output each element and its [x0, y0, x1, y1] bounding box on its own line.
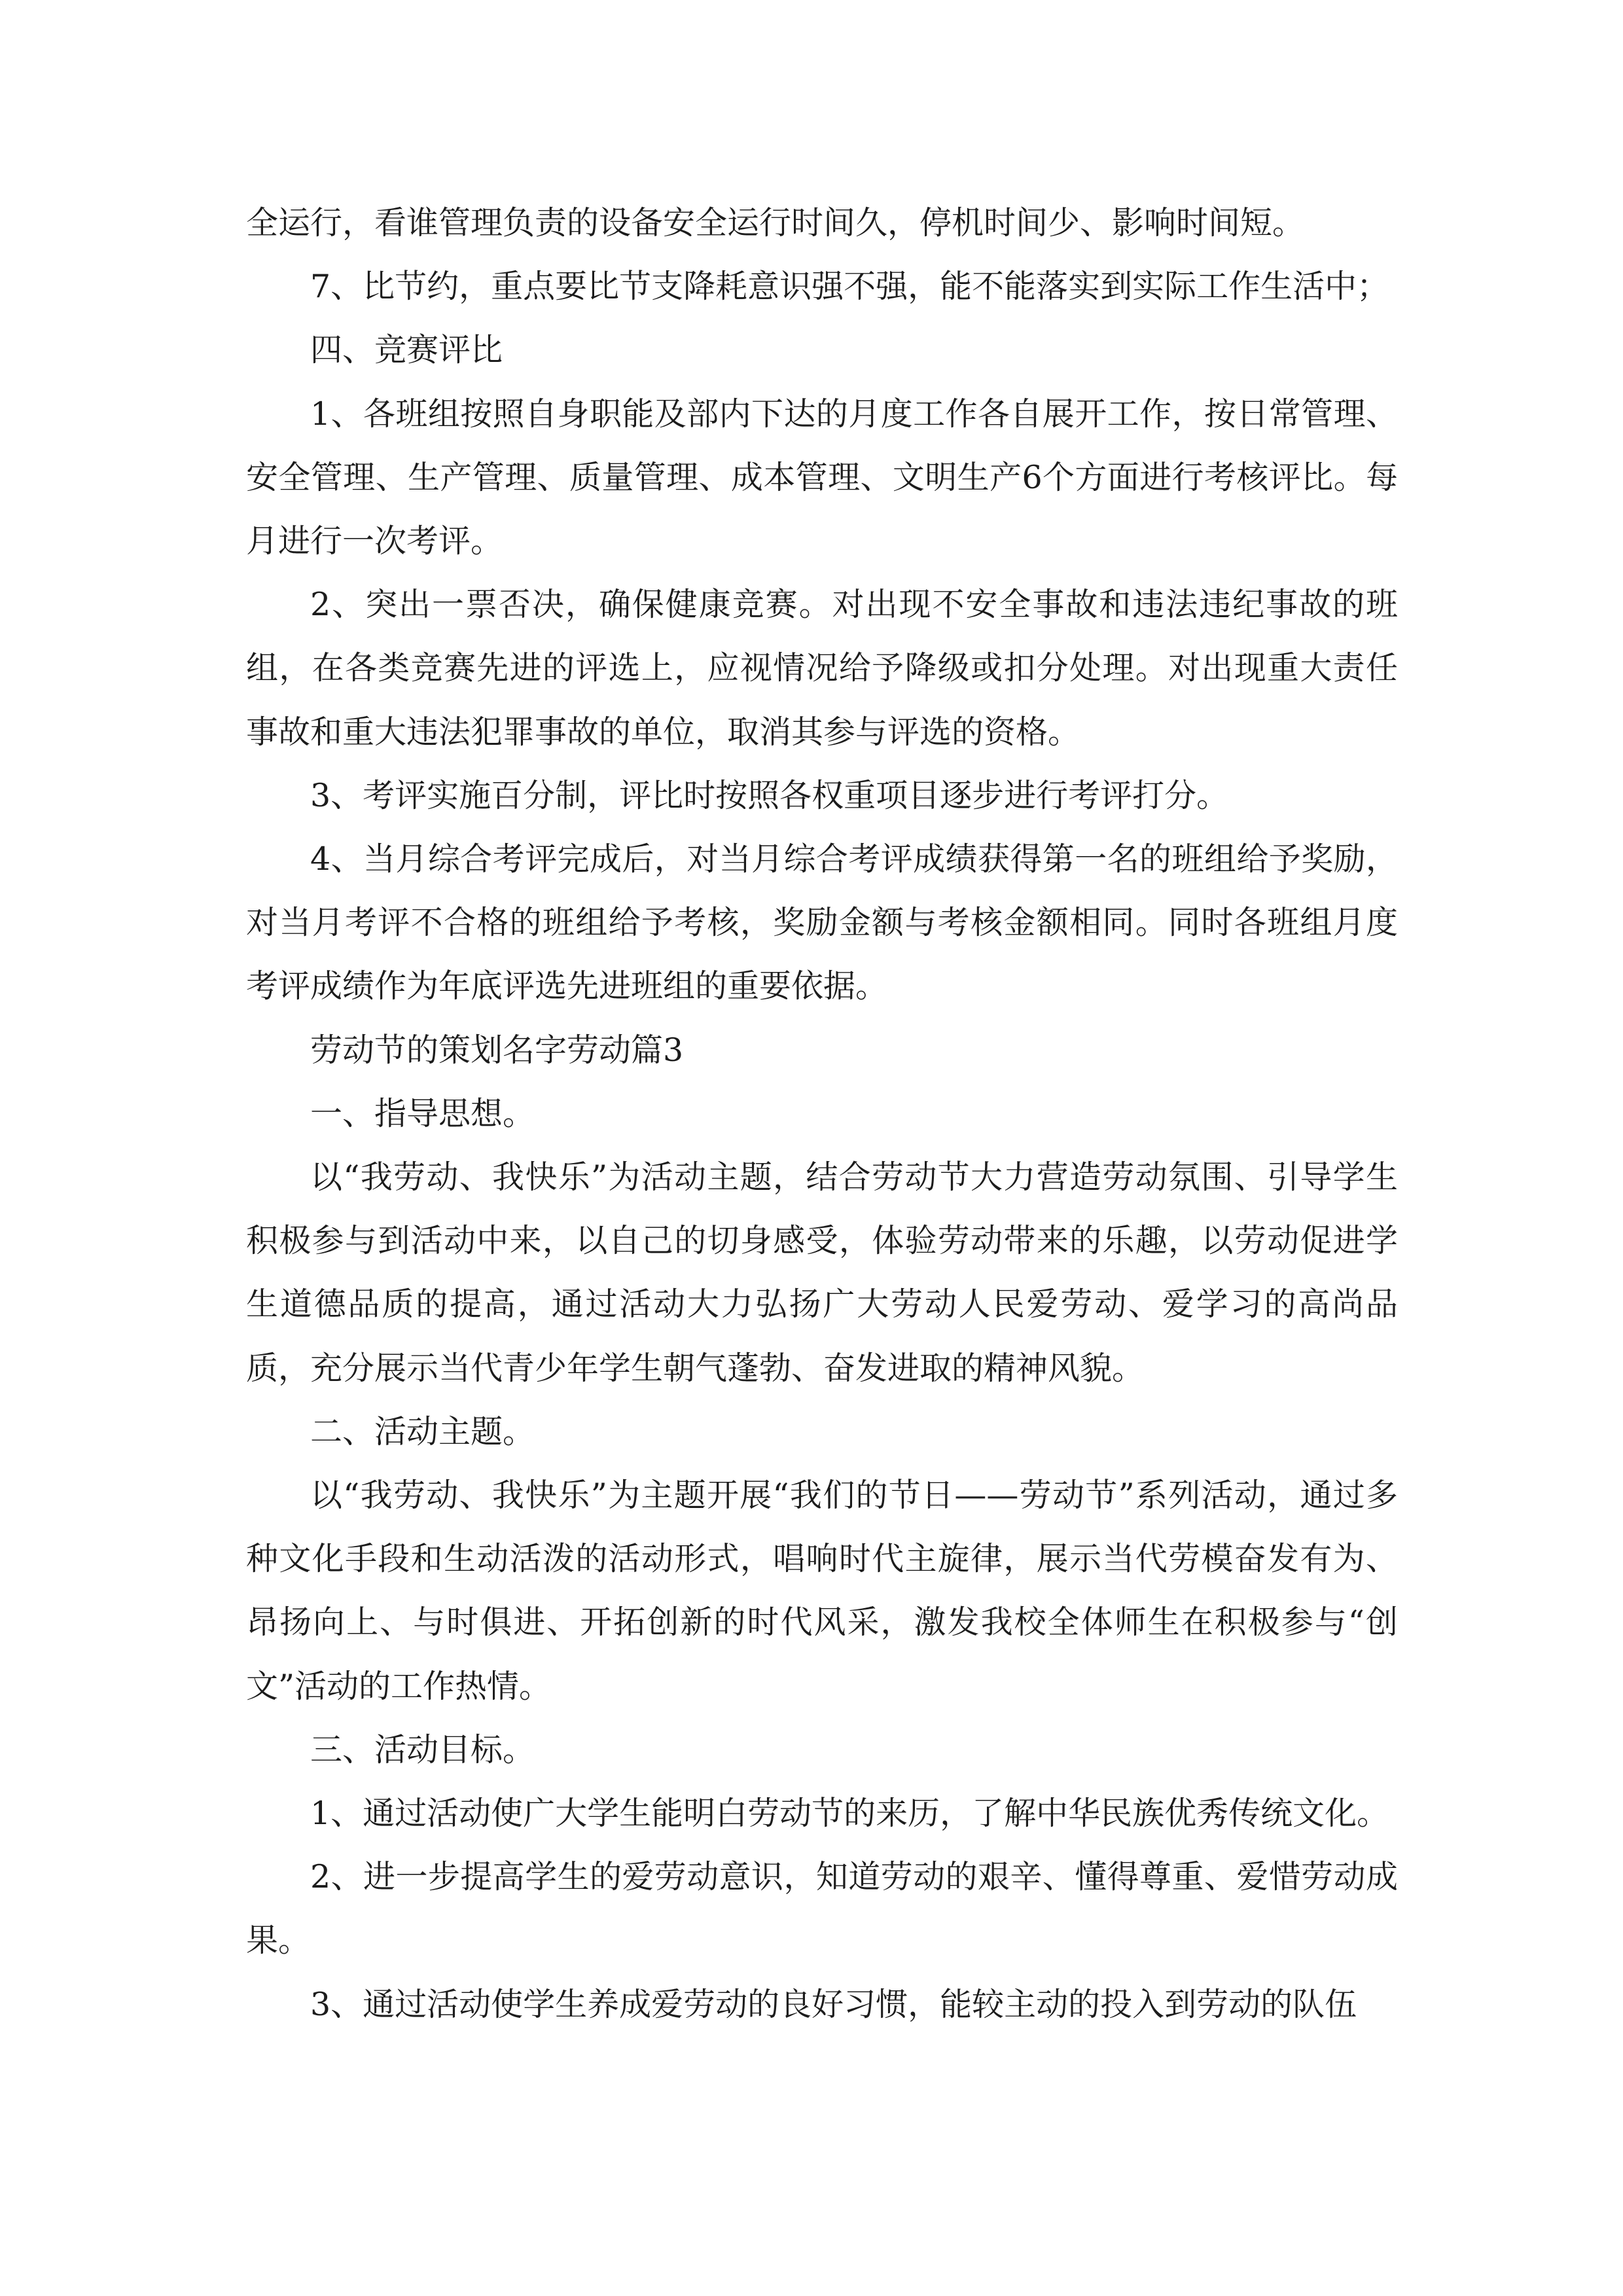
paragraph-2: 7、比节约，重点要比节支降耗意识强不强，能不能落实到实际工作生活中； [310, 268, 1389, 306]
paragraph-16: 3、通过活动使学生养成爱劳动的良好习惯，能较主动的投入到劳动的队伍 [310, 1985, 1357, 2023]
section-heading-3: 三、活动目标。 [310, 1731, 535, 1768]
paragraph-6: 3、考评实施百分制，评比时按照各权重项目逐步进行考评打分。 [310, 776, 1229, 814]
paragraph-4: 1、各班组按照自身职能及部内下达的月度工作各自展开工作，按日常管理、安全管理、生产管理、质量管理、成本管理、文明生产6个方面进行考核评比。每月进行一次考评。 [246, 395, 1398, 560]
paragraph-5: 2、突出一票否决，确保健康竞赛。对出现不安全事故和违法违纪事故的班组，在各类竞赛先进的评选上，应视情况给予降级或扣分处理。对出现重大责任事故和重大违法犯罪事故的单位，取消其参与评选的资格。 [246, 586, 1398, 751]
paragraph-1: 全运行，看谁管理负责的设备安全运行时间久，停机时间少、影响时间短。 [246, 204, 1305, 242]
document-body [246, 191, 1398, 2036]
section-heading-4: 四、竞赛评比 [310, 331, 503, 369]
section-heading-2: 二、活动主题。 [310, 1412, 535, 1450]
article-title: 劳动节的策划名字劳动篇3 [310, 1031, 684, 1069]
paragraph-14: 1、通过活动使广大学生能明白劳动节的来历，了解中华民族优秀传统文化。 [310, 1795, 1389, 1833]
paragraph-15: 2、进一步提高学生的爱劳动意识，知道劳动的艰辛、懂得尊重、爱惜劳动成果。 [246, 1858, 1398, 1960]
section-heading-1: 一、指导思想。 [310, 1094, 535, 1132]
paragraph-10: 以“我劳动、我快乐”为活动主题，结合劳动节大力营造劳动氛围、引导学生积极参与到活动中来，以自己的切身感受，体验劳动带来的乐趣，以劳动促进学生道德品质的提高，通过活动大力弘扬广大劳动人民爱劳动、爱学习的高尚品质，充分展示当代青少年学生朝气蓬勃、奋发进取的精神风貌。 [246, 1158, 1398, 1387]
paragraph-7: 4、当月综合考评完成后，对当月综合考评成绩获得第一名的班组给予奖励，对当月考评不合格的班组给予考核，奖励金额与考核金额相同。同时各班组月度考评成绩作为年底评选先进班组的重要依据。 [246, 840, 1398, 1005]
paragraph-12: 以“我劳动、我快乐”为主题开展“我们的节日——劳动节”系列活动，通过多种文化手段和生动活泼的活动形式，唱响时代主旋律，展示当代劳模奋发有为、昂扬向上、与时俱进、开拓创新的时代风采，激发我校全体师生在积极参与“创文”活动的工作热情。 [246, 1477, 1398, 1705]
